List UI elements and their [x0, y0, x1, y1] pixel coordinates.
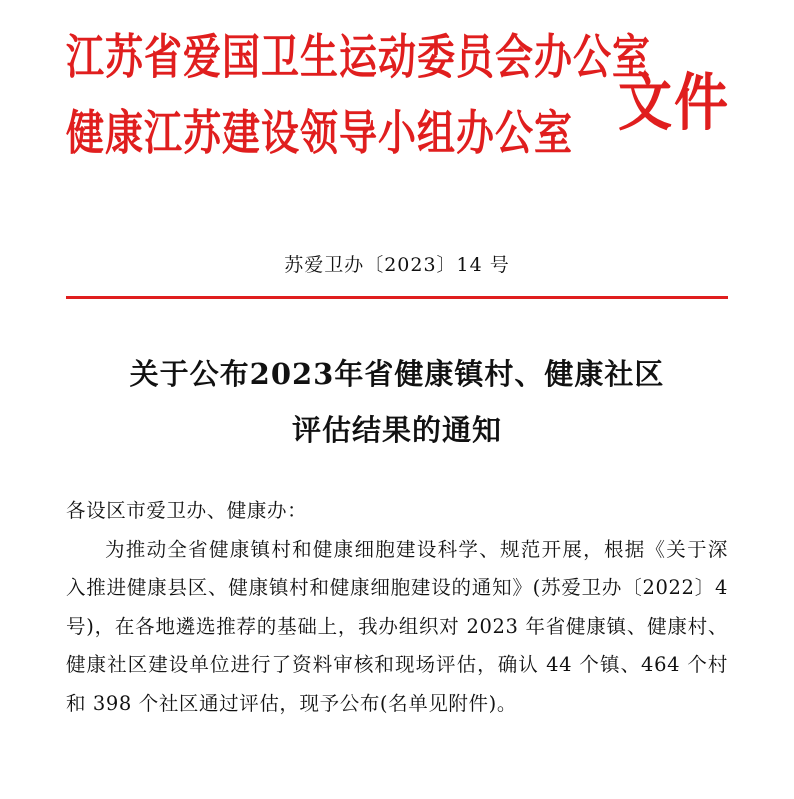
- issuer-line-1: 江苏省爱国卫生运动委员会办公室: [66, 28, 652, 85]
- issuer-header: [66, 24, 652, 166]
- body-paragraph: 为推动全省健康镇村和健康细胞建设科学、规范开展，根据《关于深入推进健康县区、健康镇村和健康细胞建设的通知》(苏爱卫办〔2022〕4 号)，在各地遴选推荐的基础上，我办组织对 2023 年省健康镇、健康村、健康社区建设单位进行了资料审核和现场评估，确认 44 个镇、464 个村和 398 个社区通过评估，现予公布(名单见附件)。: [66, 537, 728, 715]
- issuer-line-2: 健康江苏建设领导小组办公室: [66, 104, 574, 161]
- salutation: 各设区市爱卫办、健康办：: [66, 499, 308, 522]
- red-separator-line: [66, 296, 728, 299]
- title-line-2: 评估结果的通知: [291, 413, 502, 447]
- document-number: 苏爱卫办〔2023〕14 号: [284, 254, 510, 276]
- document-type-label: 文件: [618, 65, 730, 139]
- document-title: [0, 346, 794, 458]
- document-body: [66, 492, 728, 724]
- title-line-1: 关于公布2023年省健康镇村、健康社区: [129, 357, 665, 391]
